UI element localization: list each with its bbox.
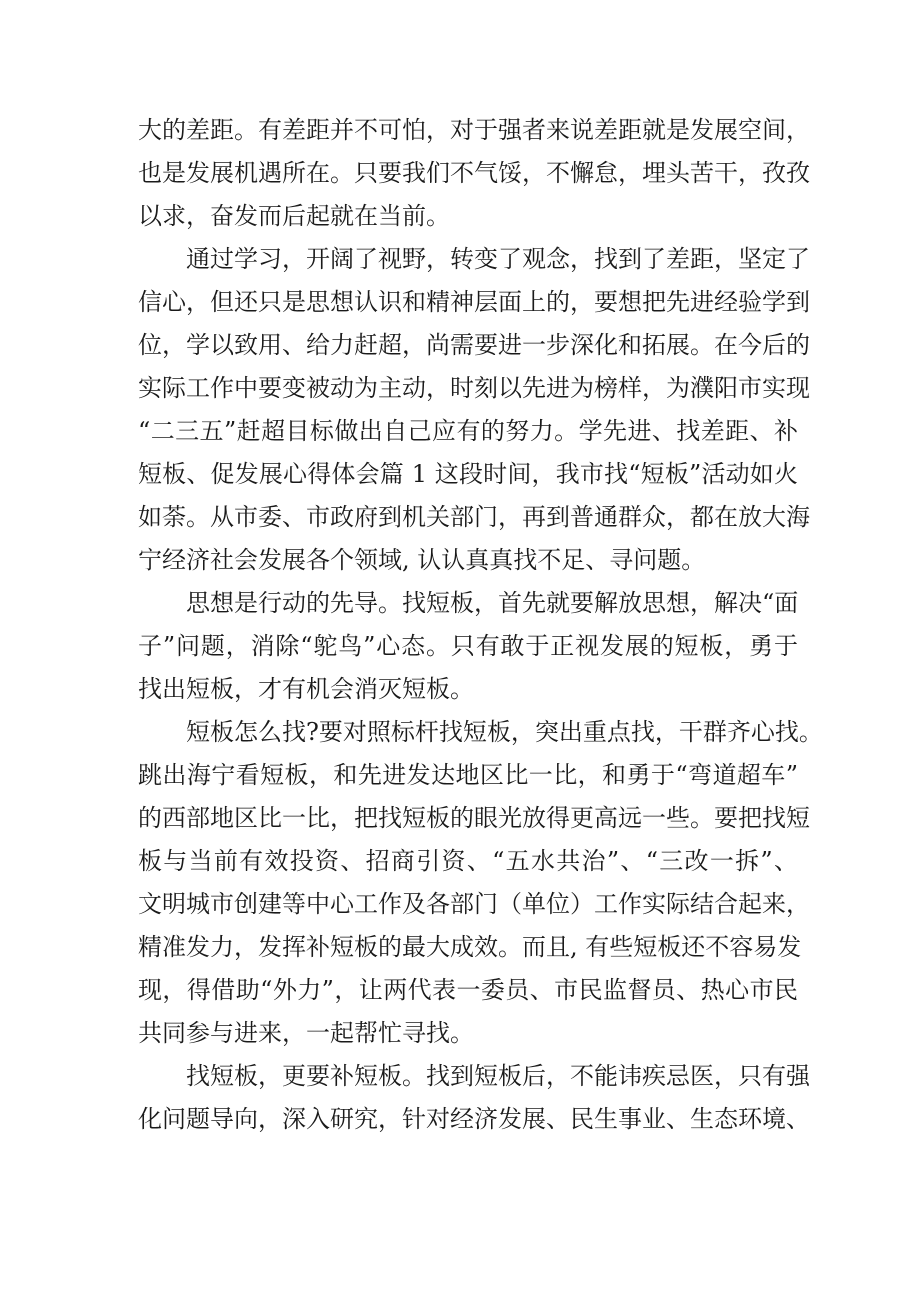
- text-line: 也是发展机遇所在。只要我们不气馁，不懈怠，埋头苦干，孜孜: [138, 159, 810, 187]
- text-line: 通过学习，开阔了视野，转变了观念，找到了差距，坚定了: [186, 245, 810, 273]
- text-line: 短板、促发展心得体会篇 1 这段时间，我市找“短板”活动如火: [138, 460, 798, 488]
- text-line: “二三五”赶超目标做出自己应有的努力。学先进、找差距、补: [138, 417, 798, 445]
- text-line: 思想是行动的先导。找短板，首先就要解放思想，解决“面: [186, 589, 799, 617]
- text-line: 找出短板，才有机会消灭短板。: [138, 675, 474, 703]
- paragraph: [138, 1055, 810, 1141]
- text-line: 共同参与进来，一起帮忙寻找。: [138, 1019, 474, 1047]
- text-line: 宁经济社会发展各个领域, 认认真真找不足、寻问题。: [138, 546, 706, 574]
- text-line: 信心，但还只是思想认识和精神层面上的，要想把先进经验学到: [138, 288, 810, 316]
- text-line: 实际工作中要变被动为主动，时刻以先进为榜样，为濮阳市实现: [138, 374, 810, 402]
- text-line: 的西部地区比一比，把找短板的眼光放得更高远一些。要把找短: [138, 804, 810, 832]
- text-line: 大的差距。有差距并不可怕，对于强者来说差距就是发展空间，: [138, 116, 810, 144]
- text-line: 化问题导向，深入研究，针对经济发展、民生事业、生态环境、: [138, 1105, 810, 1133]
- text-line: 文明城市创建等中心工作及各部门（单位）工作实际结合起来，: [138, 890, 810, 918]
- text-line: 跳出海宁看短板，和先进发达地区比一比，和勇于“弯道超车”: [138, 761, 798, 789]
- text-line: 如荼。从市委、市政府到机关部门，再到普通群众，都在放大海: [138, 503, 810, 531]
- document-body: [138, 109, 823, 1141]
- paragraph: [138, 711, 823, 1055]
- paragraph: [138, 582, 798, 711]
- paragraph: [138, 238, 810, 582]
- text-line: 找短板，更要补短板。找到短板后，不能讳疾忌医，只有强: [186, 1062, 810, 1090]
- text-line: 板与当前有效投资、招商引资、“五水共治”、“三改一拆”、: [138, 847, 798, 875]
- text-line: 短板怎么找?要对照标杆找短板，突出重点找，干群齐心找。: [186, 718, 823, 746]
- paragraph: [138, 109, 810, 238]
- text-line: 子”问题，消除“鸵鸟”心态。只有敢于正视发展的短板，勇于: [138, 632, 798, 660]
- text-line: 精准发力，发挥补短板的最大成效。而且, 有些短板还不容易发: [138, 933, 802, 961]
- text-line: 现，得借助“外力”，让两代表一委员、市民监督员、热心市民: [138, 976, 798, 1004]
- text-line: 位，学以致用、给力赶超，尚需要进一步深化和拓展。在今后的: [138, 331, 810, 359]
- text-line: 以求，奋发而后起就在当前。: [138, 202, 450, 230]
